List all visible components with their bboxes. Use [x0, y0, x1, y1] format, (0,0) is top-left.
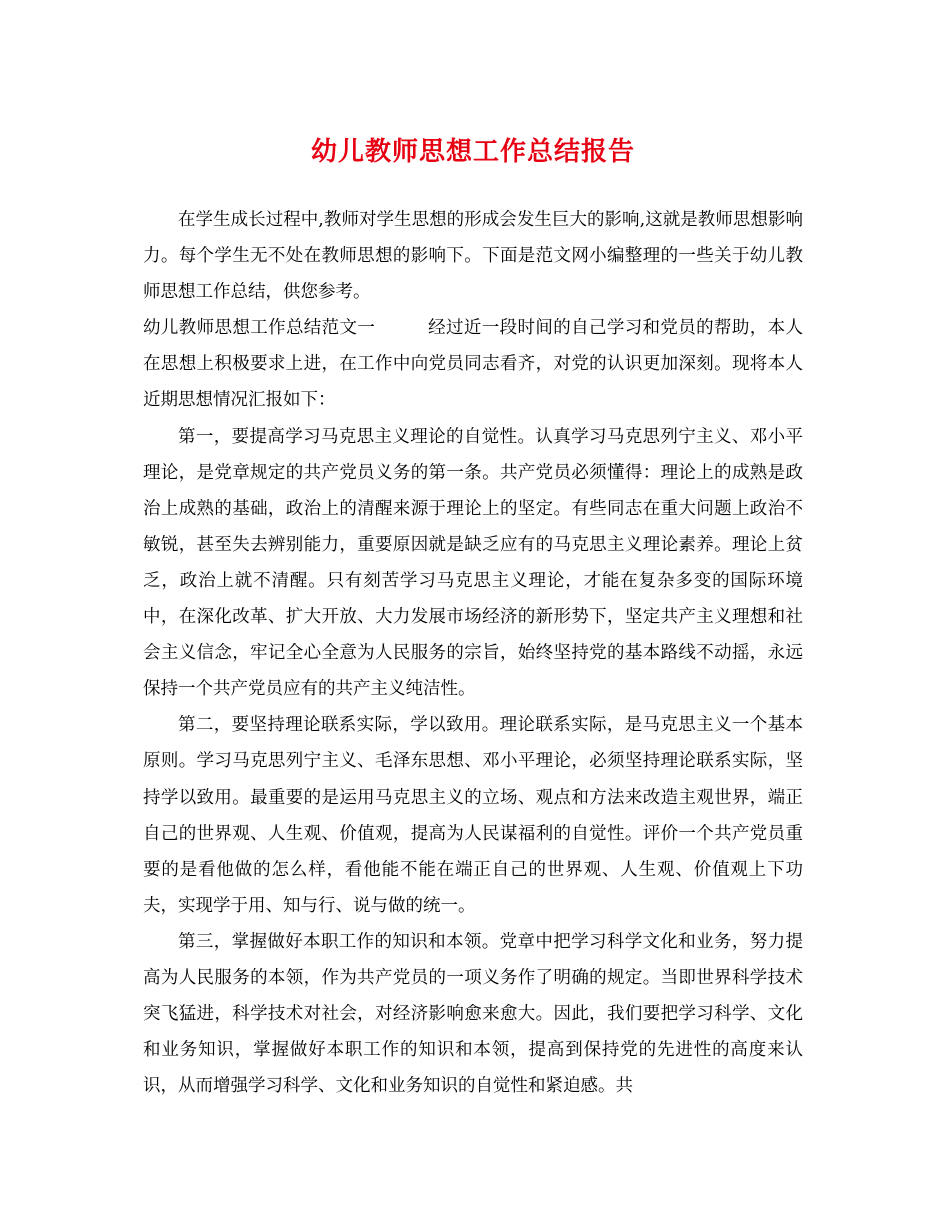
intro-paragraph: 在学生成长过程中,教师对学生思想的形成会发生巨大的影响,这就是教师思想影响力。每个学生无不处在教师思想的影响下。下面是范文网小编整理的一些关于幼儿教师思想工作总结，供您参考。 — [143, 210, 803, 303]
body-paragraph-2: 第二，要坚持理论联系实际，学以致用。理论联系实际，是马克思主义一个基本原则。学习马克思列宁主义、毛泽东思想、邓小平理论，必须坚持理论联系实际，坚持学以致用。最重要的是运用马克思主义的立场、观点和方法来改造主观世界，端正自己的世界观、人生观、价值观，提高为人民谋福利的自觉性。评价一个共产党员重要的是看他做的怎么样，看他能不能在端正自己的世界观、人生观、价值观上下功夫，实现学于用、知与行、说与做的统一。 — [143, 715, 803, 916]
document-body — [143, 202, 803, 1104]
section-heading: 幼儿教师思想工作总结范文一 — [143, 318, 376, 339]
section-paragraph — [143, 310, 803, 418]
body-paragraph-3: 第三，掌握做好本职工作的知识和本领。党章中把学习科学文化和业务，努力提高为人民服务的本领，作为共产党员的一项义务作了明确的规定。当即世界科学技术突飞猛进，科学技术对社会，对经济影响愈来愈大。因此，我们要把学习科学、文化和业务知识，掌握做好本职工作的知识和本领，提高到保持党的先进性的高度来认识，从而增强学习科学、文化和业务知识的自觉性和紧迫感。共 — [143, 931, 803, 1097]
body-paragraph-1: 第一，要提高学习马克思主义理论的自觉性。认真学习马克思列宁主义、邓小平理论，是党章规定的共产党员义务的第一条。共产党员必须懂得：理论上的成熟是政治上成熟的基础，政治上的清醒来源于理论上的坚定。有些同志在重大问题上政治不敏锐，甚至失去辨别能力，重要原因就是缺乏应有的马克思主义理论素养。理论上贫乏，政治上就不清醒。只有刻苦学习马克思主义理论，才能在复杂多变的国际环境中，在深化改革、扩大开放、大力发展市场经济的新形势下，坚定共产主义理想和社会主义信念，牢记全心全意为人民服务的宗旨，始终坚持党的基本路线不动摇，永远保持一个共产党员应有的共产主义纯洁性。 — [143, 426, 803, 700]
document-title: 幼儿教师思想工作总结报告 — [310, 137, 635, 167]
section-lead: 经过近一段时间的自己学习和党员的帮助，本人在思想上积极要求上进，在工作中向党员同志看齐，对党的认识更加深刻。现将本人近期思想情况汇报如下： — [143, 318, 804, 411]
